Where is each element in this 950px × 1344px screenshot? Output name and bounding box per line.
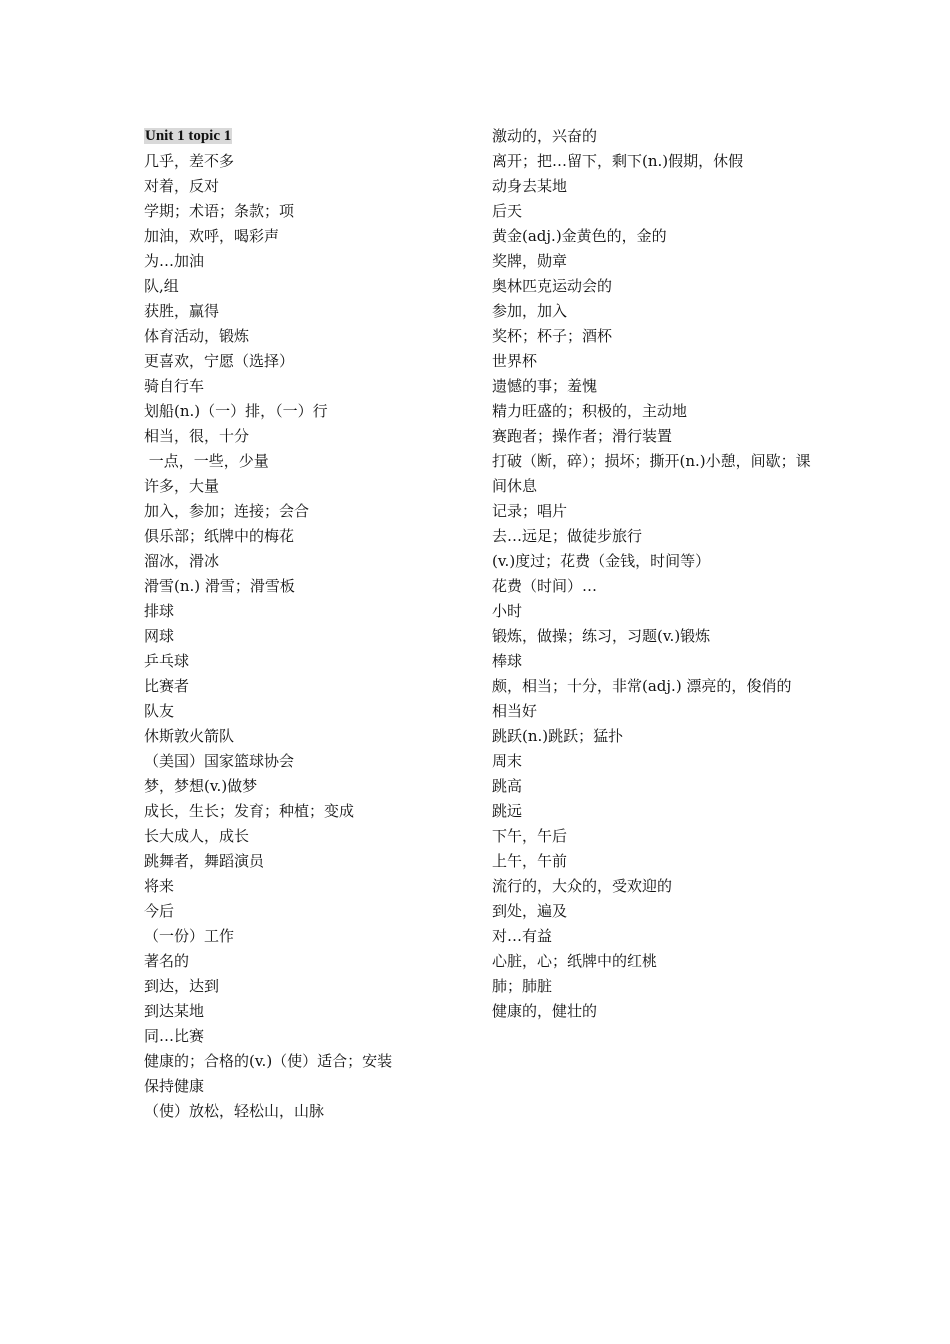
vocabulary-entry: 著名的 xyxy=(144,952,190,970)
left-vocabulary-column xyxy=(144,124,474,1124)
vocabulary-entry: 到达，达到 xyxy=(144,977,220,995)
vocabulary-entry: 奖杯；杯子；酒杯 xyxy=(492,327,613,345)
vocabulary-entry: （使）放松，轻松山，山脉 xyxy=(144,1102,325,1120)
vocabulary-entry: 对…有益 xyxy=(492,927,553,945)
vocabulary-entry: 几乎，差不多 xyxy=(144,152,235,170)
vocabulary-entry: 同…比赛 xyxy=(144,1027,205,1045)
vocabulary-entry: 小时 xyxy=(492,602,523,620)
vocabulary-entry: 队友 xyxy=(144,702,175,720)
unit-heading xyxy=(144,124,474,149)
vocabulary-entry: 加油，欢呼，喝彩声 xyxy=(144,227,280,245)
vocabulary-entry: 奖牌，勋章 xyxy=(492,252,568,270)
vocabulary-entry: 骑自行车 xyxy=(144,377,205,395)
vocabulary-entry: 肺；肺脏 xyxy=(492,977,553,995)
vocabulary-entry: 更喜欢，宁愿（选择） xyxy=(144,352,295,370)
vocabulary-entry: 将来 xyxy=(144,877,175,895)
vocabulary-entry: （一份）工作 xyxy=(144,927,235,945)
vocabulary-entry: (v.)度过；花费（金钱，时间等） xyxy=(492,552,711,570)
vocabulary-entry: 溜冰，滑冰 xyxy=(144,552,220,570)
vocabulary-entry: 乒乓球 xyxy=(144,652,190,670)
vocabulary-entry: 花费（时间）… xyxy=(492,577,598,595)
vocabulary-entry: 对着，反对 xyxy=(144,177,220,195)
vocabulary-entry: 后天 xyxy=(492,202,523,220)
vocabulary-entry: 颇，相当；十分，非常(adj.) 漂亮的，俊俏的 xyxy=(492,677,792,695)
vocabulary-entry: 遗憾的事；羞愧 xyxy=(492,377,598,395)
vocabulary-entry: 许多，大量 xyxy=(144,477,220,495)
vocabulary-entry: 打破（断，碎）；损坏；撕开(n.)小憩，间歇；课间休息 xyxy=(492,452,811,495)
vocabulary-entry: 相当，很，十分 xyxy=(144,427,250,445)
vocabulary-entry: 今后 xyxy=(144,902,175,920)
vocabulary-entry: 跳高 xyxy=(492,777,523,795)
vocabulary-entry: 去…远足；做徒步旅行 xyxy=(492,527,643,545)
vocabulary-entry: 参加，加入 xyxy=(492,302,568,320)
vocabulary-entry: 周末 xyxy=(492,752,523,770)
vocabulary-entry: 梦，梦想(v.)做梦 xyxy=(144,777,258,795)
vocabulary-entry: 一点，一些，少量 xyxy=(144,452,269,470)
vocabulary-entry: 为…加油 xyxy=(144,252,205,270)
unit-heading-text: Unit 1 topic 1 xyxy=(145,128,232,144)
vocabulary-entry: 网球 xyxy=(144,627,175,645)
vocabulary-entry: 健康的；合格的(v.)（使）适合；安装 xyxy=(144,1052,393,1070)
vocabulary-entry: 加入，参加；连接；会合 xyxy=(144,502,310,520)
vocabulary-entry: 滑雪(n.) 滑雪；滑雪板 xyxy=(144,577,295,595)
vocabulary-entry: 下午，午后 xyxy=(492,827,568,845)
vocabulary-entry: 相当好 xyxy=(492,702,538,720)
vocabulary-entry: 离开；把…留下，剩下(n.)假期，休假 xyxy=(492,152,744,170)
vocabulary-entry: 排球 xyxy=(144,602,175,620)
vocabulary-entry: 队,组 xyxy=(144,277,179,295)
vocabulary-entry: 记录；唱片 xyxy=(492,502,568,520)
vocabulary-entry: 精力旺盛的；积极的，主动地 xyxy=(492,402,688,420)
vocabulary-entry: 休斯敦火箭队 xyxy=(144,727,235,745)
vocabulary-entry: 到达某地 xyxy=(144,1002,205,1020)
vocabulary-entry: （美国）国家篮球协会 xyxy=(144,752,295,770)
vocabulary-entry: 锻炼，做操；练习，习题(v.)锻炼 xyxy=(492,627,711,645)
vocabulary-entry: 跳舞者，舞蹈演员 xyxy=(144,852,265,870)
vocabulary-entry: 棒球 xyxy=(492,652,523,670)
vocabulary-entry: 赛跑者；操作者；滑行装置 xyxy=(492,427,673,445)
vocabulary-entry: 获胜，赢得 xyxy=(144,302,220,320)
vocabulary-entry: 划船(n.)（一）排，（一）行 xyxy=(144,402,328,420)
vocabulary-entry: 跳跃(n.)跳跃；猛扑 xyxy=(492,727,624,745)
right-vocabulary-column xyxy=(492,124,814,1024)
vocabulary-entry: 成长，生长；发育；种植；变成 xyxy=(144,802,355,820)
vocabulary-entry: 上午，午前 xyxy=(492,852,568,870)
vocabulary-entry: 保持健康 xyxy=(144,1077,205,1095)
vocabulary-entry: 体育活动，锻炼 xyxy=(144,327,250,345)
vocabulary-entry: 学期；术语；条款；项 xyxy=(144,202,295,220)
vocabulary-entry: 俱乐部；纸牌中的梅花 xyxy=(144,527,295,545)
vocabulary-entry: 流行的，大众的，受欢迎的 xyxy=(492,877,673,895)
vocabulary-entry: 长大成人，成长 xyxy=(144,827,250,845)
vocabulary-entry: 跳远 xyxy=(492,802,523,820)
vocabulary-entry: 健康的，健壮的 xyxy=(492,1002,598,1020)
vocabulary-entry: 到处，遍及 xyxy=(492,902,568,920)
vocabulary-entry: 动身去某地 xyxy=(492,177,568,195)
vocabulary-entry: 激动的，兴奋的 xyxy=(492,127,598,145)
vocabulary-entry: 比赛者 xyxy=(144,677,190,695)
vocabulary-entry: 世界杯 xyxy=(492,352,538,370)
vocabulary-entry: 黄金(adj.)金黄色的，金的 xyxy=(492,227,667,245)
vocabulary-entry: 心脏，心；纸牌中的红桃 xyxy=(492,952,658,970)
vocabulary-entry: 奥林匹克运动会的 xyxy=(492,277,613,295)
